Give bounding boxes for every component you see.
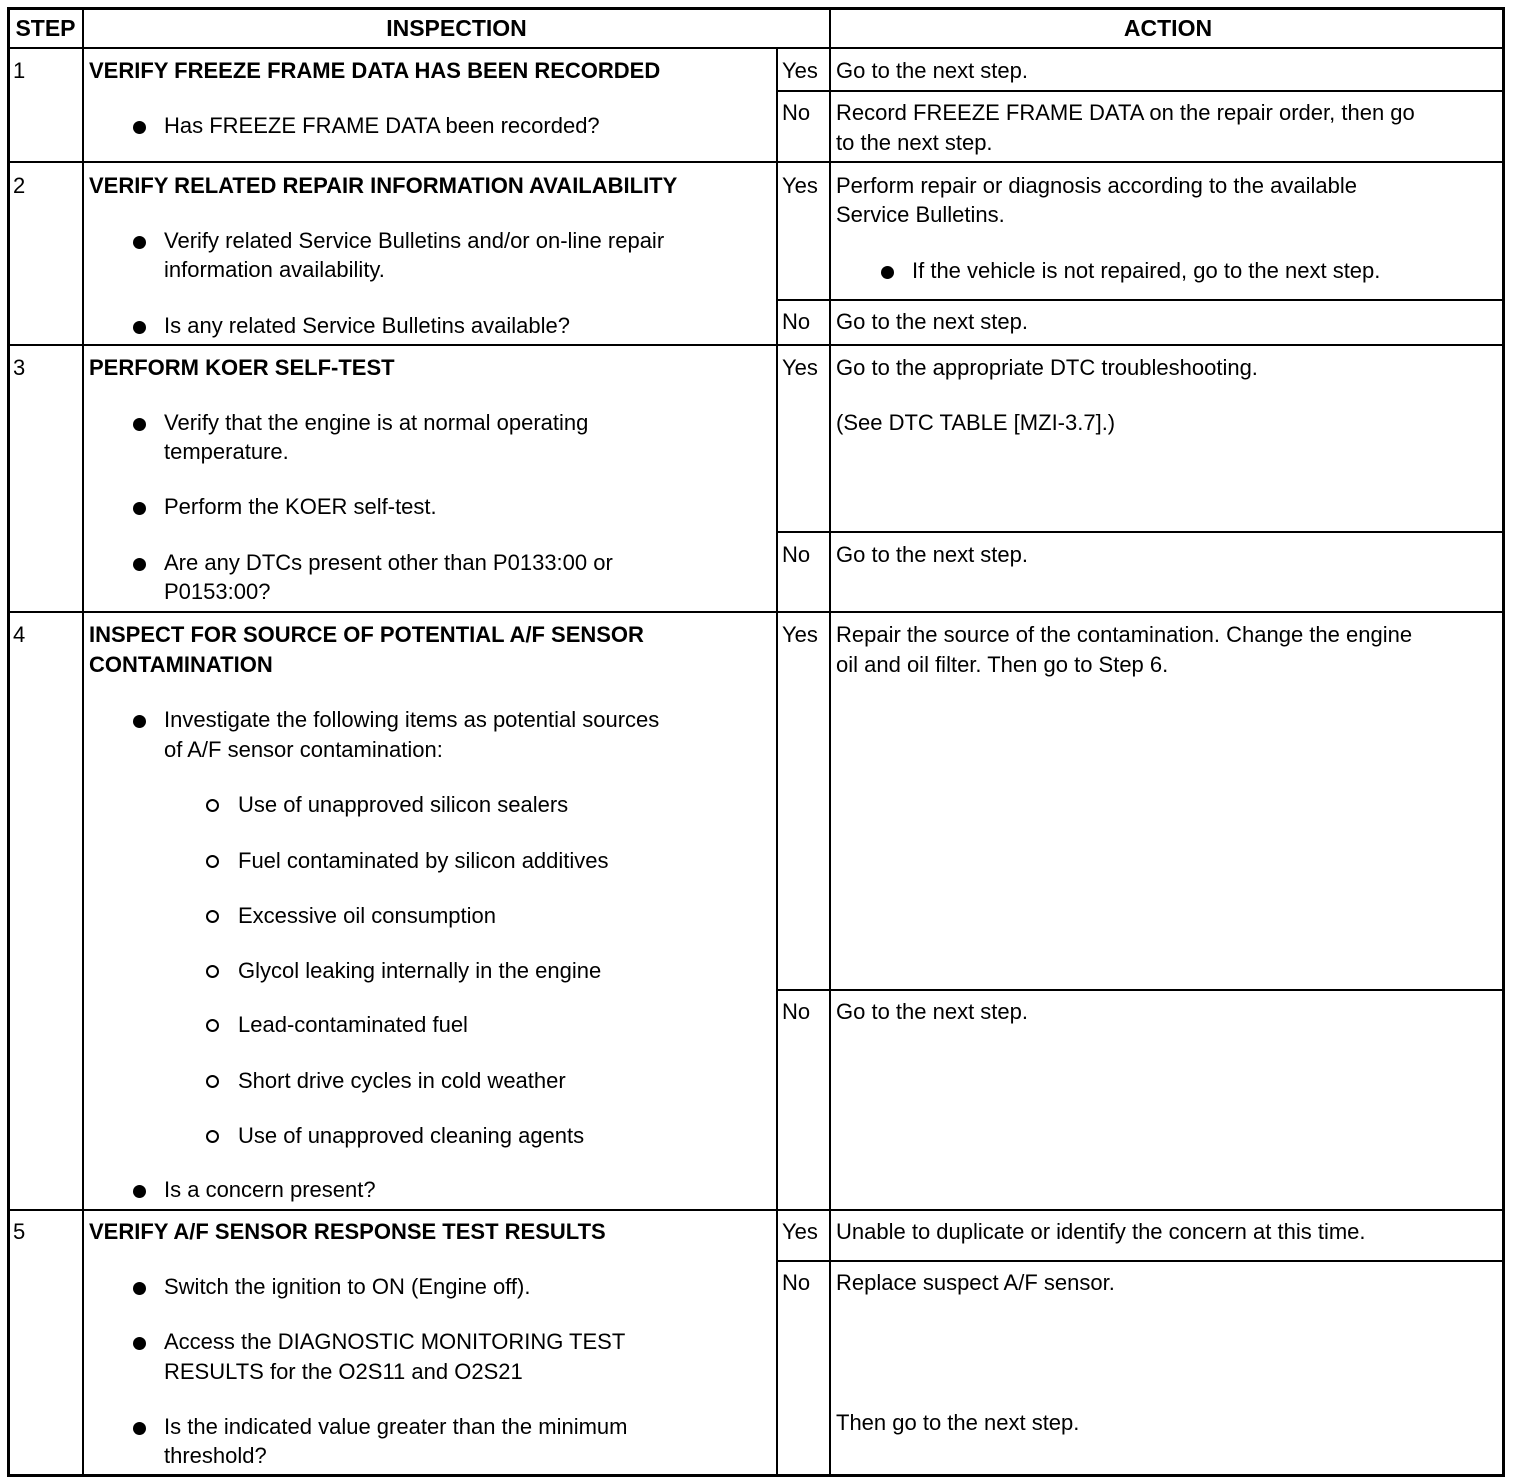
sub-item: Lead-contaminated fuel bbox=[238, 1012, 468, 1037]
row-divider bbox=[776, 989, 1505, 991]
inspection-bullet: Switch the ignition to ON (Engine off). bbox=[164, 1274, 531, 1299]
step-title: VERIFY A/F SENSOR RESPONSE TEST RESULTS bbox=[89, 1219, 606, 1244]
inspection-bullet: Is the indicated value greater than the minimum bbox=[164, 1414, 628, 1439]
sub-item: Excessive oil consumption bbox=[238, 903, 497, 928]
yes-action: Unable to duplicate or identify the concern at this time. bbox=[836, 1219, 1366, 1244]
sub-bullet-icon bbox=[206, 1130, 219, 1143]
row-divider bbox=[776, 1260, 1505, 1262]
yes-action: Service Bulletins. bbox=[836, 202, 1005, 227]
sub-bullet-icon bbox=[206, 799, 219, 812]
sub-bullet-icon bbox=[206, 910, 219, 923]
row-divider bbox=[9, 161, 1505, 163]
no-action: Go to the next step. bbox=[836, 309, 1029, 334]
inspection-bullet: threshold? bbox=[164, 1443, 267, 1468]
step-title: VERIFY FREEZE FRAME DATA HAS BEEN RECORDED bbox=[89, 58, 661, 83]
col-divider bbox=[82, 9, 84, 1475]
bullet-icon bbox=[133, 1282, 146, 1295]
sub-item: Use of unapproved silicon sealers bbox=[238, 792, 569, 817]
header-step: STEP bbox=[15, 15, 76, 41]
bullet-icon bbox=[133, 236, 146, 249]
inspection-bullet: Is any related Service Bulletins available? bbox=[164, 313, 571, 338]
col-divider bbox=[776, 47, 778, 1475]
no-label: No bbox=[782, 1270, 811, 1295]
yes-label: Yes bbox=[782, 173, 818, 198]
step-title: CONTAMINATION bbox=[89, 652, 273, 677]
yes-action: Perform repair or diagnosis according to the available bbox=[836, 173, 1357, 198]
row-divider bbox=[9, 1209, 1505, 1211]
bullet-icon bbox=[133, 1337, 146, 1350]
yes-label: Yes bbox=[782, 1219, 818, 1244]
inspection-bullet: temperature. bbox=[164, 439, 289, 464]
bullet-icon bbox=[133, 321, 146, 334]
sub-item: Short drive cycles in cold weather bbox=[238, 1068, 566, 1093]
bullet-icon bbox=[133, 502, 146, 515]
yes-action: Repair the source of the contamination. Change the engine bbox=[836, 622, 1413, 647]
no-action: Record FREEZE FRAME DATA on the repair order, then go bbox=[836, 100, 1415, 125]
inspection-bullet: Are any DTCs present other than P0133:00 or bbox=[164, 550, 613, 575]
bullet-icon bbox=[133, 121, 146, 134]
inspection-bullet: Has FREEZE FRAME DATA been recorded? bbox=[164, 113, 600, 138]
sub-item: Use of unapproved cleaning agents bbox=[238, 1123, 585, 1148]
bullet-icon bbox=[133, 1185, 146, 1198]
no-label: No bbox=[782, 309, 811, 334]
inspection-bullet: Access the DIAGNOSTIC MONITORING TEST bbox=[164, 1329, 626, 1354]
sub-bullet-icon bbox=[206, 1075, 219, 1088]
sub-bullet-icon bbox=[206, 965, 219, 978]
step-number: 5 bbox=[13, 1219, 26, 1244]
step-number: 2 bbox=[13, 173, 26, 198]
inspection-bullet: Investigate the following items as potential sources bbox=[164, 707, 660, 732]
step-number: 1 bbox=[13, 58, 26, 83]
yes-label: Yes bbox=[782, 58, 818, 83]
no-action: to the next step. bbox=[836, 130, 993, 155]
inspection-bullet: Verify that the engine is at normal operating bbox=[164, 410, 589, 435]
yes-action-bullet: If the vehicle is not repaired, go to the next step. bbox=[912, 258, 1381, 283]
row-divider bbox=[9, 344, 1505, 346]
step-number: 3 bbox=[13, 355, 26, 380]
inspection-bullet: Verify related Service Bulletins and/or on-line repair bbox=[164, 228, 665, 253]
bullet-icon bbox=[133, 558, 146, 571]
inspection-bullet: RESULTS for the O2S11 and O2S21 bbox=[164, 1359, 523, 1384]
inspection-bullet: Is a concern present? bbox=[164, 1177, 376, 1202]
step-title: PERFORM KOER SELF-TEST bbox=[89, 355, 395, 380]
yes-action: Go to the appropriate DTC troubleshooting. bbox=[836, 355, 1258, 380]
row-divider bbox=[776, 299, 1505, 301]
bullet-icon bbox=[133, 715, 146, 728]
inspection-bullet: P0153:00? bbox=[164, 579, 271, 604]
no-action-note: Then go to the next step. bbox=[836, 1410, 1080, 1435]
row-divider bbox=[776, 90, 1505, 92]
no-action: Go to the next step. bbox=[836, 542, 1029, 567]
step-title: VERIFY RELATED REPAIR INFORMATION AVAILABILITY bbox=[89, 173, 678, 198]
row-divider bbox=[9, 47, 1505, 49]
yes-action: Go to the next step. bbox=[836, 58, 1029, 83]
yes-action: oil and oil filter. Then go to Step 6. bbox=[836, 652, 1169, 677]
sub-bullet-icon bbox=[206, 855, 219, 868]
no-label: No bbox=[782, 100, 811, 125]
bullet-icon bbox=[133, 418, 146, 431]
inspection-bullet: of A/F sensor contamination: bbox=[164, 737, 443, 762]
bullet-icon bbox=[133, 1422, 146, 1435]
header-inspection: INSPECTION bbox=[386, 15, 527, 41]
col-divider bbox=[829, 9, 831, 1475]
sub-bullet-icon bbox=[206, 1019, 219, 1032]
header-action: ACTION bbox=[1123, 15, 1213, 41]
no-action: Go to the next step. bbox=[836, 999, 1029, 1024]
no-label: No bbox=[782, 999, 811, 1024]
inspection-bullet: information availability. bbox=[164, 257, 385, 282]
row-divider bbox=[9, 611, 1505, 613]
no-label: No bbox=[782, 542, 811, 567]
row-divider bbox=[776, 531, 1505, 533]
sub-item: Glycol leaking internally in the engine bbox=[238, 958, 602, 983]
bullet-icon bbox=[881, 266, 894, 279]
step-number: 4 bbox=[13, 622, 26, 647]
yes-action-note: (See DTC TABLE [MZI-3.7].) bbox=[836, 410, 1116, 435]
no-action: Replace suspect A/F sensor. bbox=[836, 1270, 1115, 1295]
yes-label: Yes bbox=[782, 622, 818, 647]
yes-label: Yes bbox=[782, 355, 818, 380]
inspection-bullet: Perform the KOER self-test. bbox=[164, 494, 437, 519]
sub-item: Fuel contaminated by silicon additives bbox=[238, 848, 609, 873]
step-title: INSPECT FOR SOURCE OF POTENTIAL A/F SENSOR bbox=[89, 622, 644, 647]
